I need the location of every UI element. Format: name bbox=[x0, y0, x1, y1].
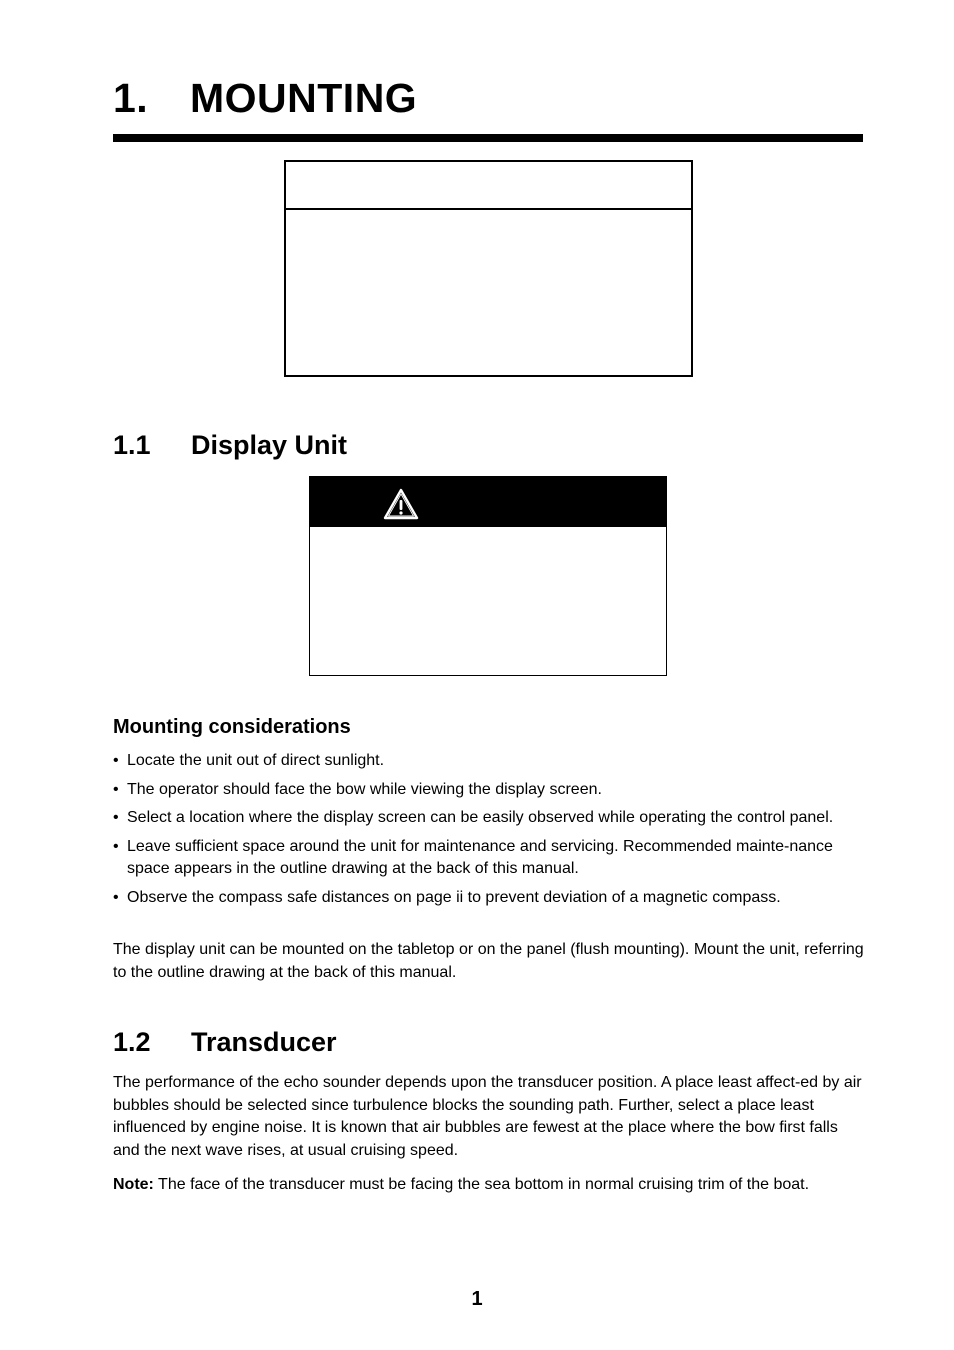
transducer-paragraph: The performance of the echo sounder depends upon the transducer position. A place least affect-ed by air bubbles should be selected since turbulence blocks the sounding path. Further, select a place least influenced by engine noise. It is known that air bubbles are fewest at the place where the bow first falls and the next wave rises, at usual cruising speed. bbox=[113, 1074, 862, 1159]
warning-box-header bbox=[310, 477, 666, 527]
section-transducer-title bbox=[113, 1029, 337, 1056]
chapter-rule bbox=[113, 134, 863, 142]
display-unit-mounting-paragraph: The display unit can be mounted on the tabletop or on the panel (flush mounting). Mount the unit, referring to the outline drawing at the back of this manual. bbox=[113, 941, 864, 981]
list-item: • The operator should face the bow while viewing the display screen. bbox=[113, 779, 863, 802]
notice-box bbox=[284, 160, 693, 377]
warning-triangle-icon bbox=[383, 488, 419, 520]
notice-box-header bbox=[286, 162, 691, 210]
list-item: • Observe the compass safe distances on page ii to prevent deviation of a magnetic compass. bbox=[113, 887, 863, 910]
page-number: 1 bbox=[471, 1288, 483, 1310]
chapter-title-text: MOUNTING bbox=[190, 75, 418, 121]
section-number: 1.1 bbox=[113, 430, 151, 460]
note-label: Note: bbox=[113, 1176, 154, 1193]
section-title-text: Transducer bbox=[191, 1027, 337, 1057]
mounting-considerations-list bbox=[113, 750, 863, 915]
mounting-considerations-heading: Mounting considerations bbox=[113, 716, 351, 738]
note-text: The face of the transducer must be facing the sea bottom in normal cruising trim of the boat. bbox=[153, 1176, 810, 1193]
section-number: 1.2 bbox=[113, 1027, 151, 1057]
section-display-unit-title bbox=[113, 432, 347, 459]
list-item: • Leave sufficient space around the unit for maintenance and servicing. Recommended mainte-nance space appears in the outline drawing at the back of this manual. bbox=[113, 836, 863, 881]
list-item: • Select a location where the display screen can be easily observed while operating the control panel. bbox=[113, 807, 863, 830]
list-item: • Locate the unit out of direct sunlight. bbox=[113, 750, 863, 773]
warning-box bbox=[309, 476, 667, 676]
chapter-title bbox=[113, 75, 418, 121]
transducer-note bbox=[113, 1174, 865, 1197]
chapter-number: 1. bbox=[113, 75, 149, 121]
section-title-text: Display Unit bbox=[191, 430, 348, 460]
